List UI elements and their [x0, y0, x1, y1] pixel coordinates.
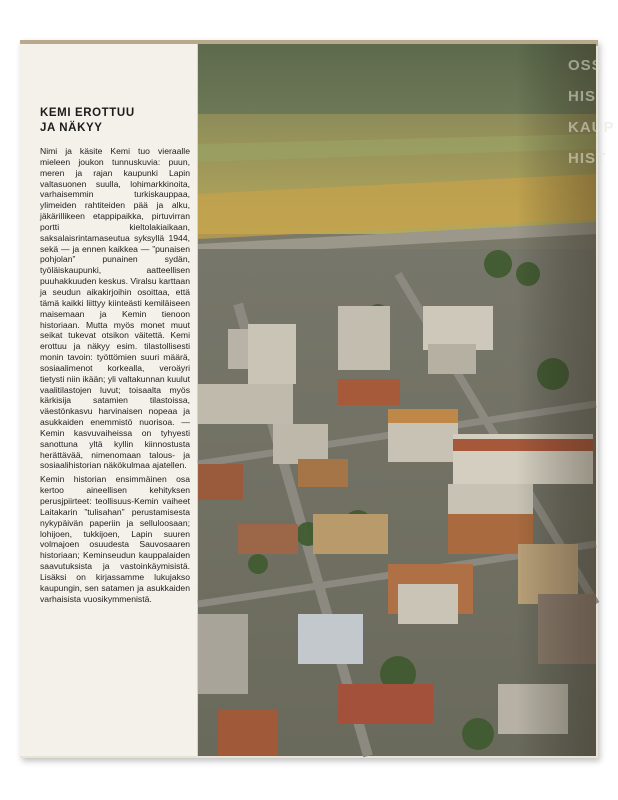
cover-curvature-shade [198, 44, 615, 756]
cover-title-line: KAUP [568, 119, 615, 136]
flap-title [40, 106, 135, 136]
flap-title-line1: KEMI EROTTUU [40, 107, 135, 119]
aerial-photo [198, 44, 615, 756]
cover-title-line: HIST [568, 150, 607, 167]
jacket-flap [20, 44, 198, 756]
aerial-photo-illustration [198, 44, 615, 756]
cover-title [568, 50, 615, 174]
flap-paragraph-1: Nimi ja käsite Kemi tuo vieraalle mieleen joukon tunnuskuvia: puun, meren ja rajan kaupunki Lapin valtasuonen suulla, lohimarkkinoita, varhaisemmin turkiskauppaa, ylimeiden rahtiteiden pää ja alku, jäkärillikeen etappipaikka, pirtuvirran portti kieltolakiaikaan, saksalaisrintamaseutua syksyllä 1944, sekä — ja ennen kaikkea — ”punaisen pohjolan” punainen sydän, työläiskaupunki, aatteellisen puuhakkuuden keskus. Viralsu karttaan ja seudun aikakirjoihin osoittaa, että tämä kaikki liittyy kiinteästi kemiläiseen maisemaan ja Kemin tienoon historiaan. Mutta myös monet muut seikat tukevat otsikon väitettä. Kemi erottuu ja näkyy esim. tilastollisesti monin tavoin: työttömien suuri määrä, sosiaalimenot korkealla, veroäyri tietysti niin ikään; yli valtakunnan kuulut vaalitilastojen luvut; toisaalta myös kärkisija satamien tilastoissa, väestönkasvu harvinaisen nopeaa ja asukkaiden enemmistö nuorisoa. — Kemin kasvuvaiheissa on tyhyesti sanottuna yltä kyllin kiinnostusta herättävää, nimenomaan talous- ja sosiaalihistorian näkökulmaa ajatellen. [40, 146, 190, 471]
flap-body [40, 146, 190, 607]
flap-title-line2: JA NÄKYY [40, 122, 103, 134]
cover-title-line: OSS [568, 57, 603, 74]
flap-paragraph-2: Kemin historian ensimmäinen osa kertoo aineellisen kehityksen perusjpiirteet: teollisuus-Kemin vaiheet Laitakarin ”tulisahan” perustamisesta nykypäivän paperiin ja selluloosaan; lohijoen, tukkijoen, Lapin suuren volmajoen osuudesta Sauvosaaren historiaan; Keminseudun kauppalaiden saavutuksista ja vastoinkäymisistä. Lisäksi on kirjassamme lukujakso kaupungin, sen satamen ja asukkaiden varhaisista vuosikymmenistä. [40, 474, 190, 604]
cover-title-line: HIS [568, 88, 597, 105]
book-cover [20, 40, 615, 758]
